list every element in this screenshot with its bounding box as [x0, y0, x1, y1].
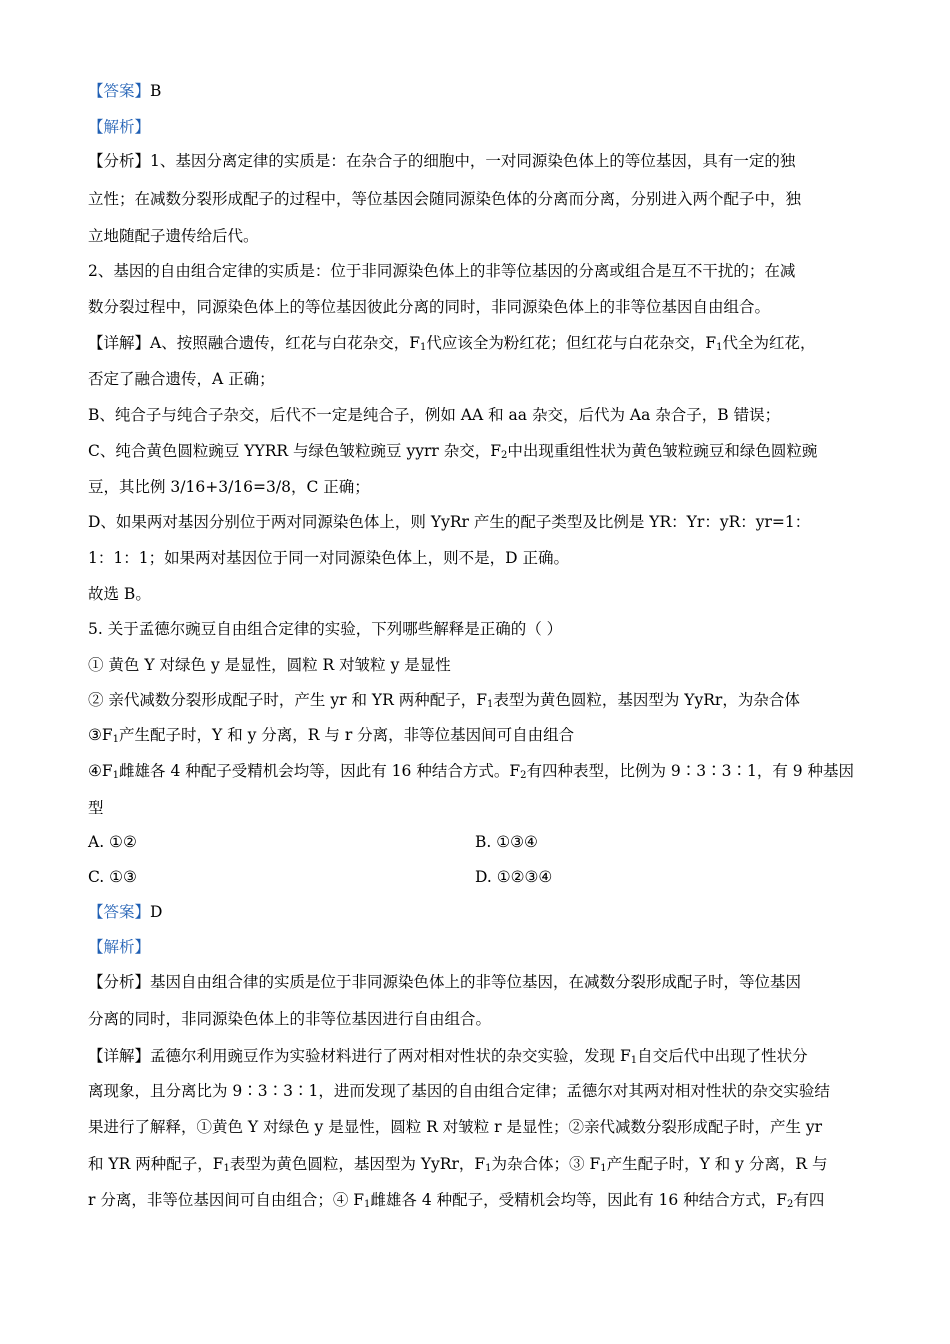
text: ④F: [88, 762, 113, 780]
paragraph-line: 1：1：1；如果两对基因位于同一对同源染色体上，则不是，D 正确。: [88, 549, 569, 567]
paragraph-line: 立性；在减数分裂形成配子的过程中，等位基因会随同源染色体的分离而分离，分别进入两个配子中，独: [88, 190, 802, 208]
analysis-tag: 【解析】: [88, 118, 151, 136]
text: 1、基因分离定律的实质是：在杂合子的细胞中，一对同源染色体上的等位基因，具有一定的独: [150, 152, 796, 170]
subscript: 1: [716, 342, 723, 353]
conclusion-line: 故选 B。: [88, 585, 151, 603]
subscript: 1: [223, 1163, 230, 1174]
paragraph-line: [88, 150, 795, 172]
statement-3: [88, 724, 574, 746]
subscript: 1: [486, 699, 494, 710]
paragraph-line: 2、基因的自由组合定律的实质是：位于非同源染色体上的非等位基因的分离或组合是互不干扰的；在减: [88, 262, 796, 280]
text: 表型为黄色圆粒，基因型为 YyRr，为杂合体: [493, 691, 800, 709]
paragraph-line: 果进行了解释，①黄色 Y 对绿色 y 是显性，圆粒 R 对皱粒 r 是显性；②亲代减数分裂形成配子时，产生 yr: [88, 1118, 823, 1136]
text: A、按照融合遗传，红花与白花杂交，F: [150, 334, 420, 352]
text: ③F: [88, 726, 113, 744]
answer-line-1: [88, 80, 161, 102]
text: 自交后代中出现了性状分: [637, 1047, 808, 1065]
text: 表型为黄色圆粒，基因型为 YyRr，F: [229, 1155, 486, 1173]
subscript: 1: [112, 734, 120, 745]
answer-value: D: [150, 903, 163, 921]
subscript: 1: [112, 770, 120, 781]
paragraph-line: 立地随配子遗传给后代。: [88, 227, 259, 245]
text: 有四: [793, 1191, 825, 1209]
text: r 分离，非等位基因间可自由组合；④ F: [88, 1191, 365, 1209]
paragraph-line: [88, 332, 816, 354]
subscript: 1: [600, 1163, 607, 1174]
text: 雌雄各 4 种配子受精机会均等，因此有 16 种结合方式。F: [119, 762, 521, 780]
subscript: 2: [500, 450, 508, 461]
paragraph-line: [88, 1045, 808, 1067]
text: C、纯合黄色圆粒豌豆 YYRR 与绿色皱粒豌豆 yyrr 杂交，F: [88, 442, 501, 460]
subscript: 1: [485, 1163, 492, 1174]
option-b: B. ①③④: [475, 833, 538, 851]
text: 基因自由组合律的实质是位于非同源染色体上的非等位基因，在减数分裂形成配子时，等位基因: [150, 973, 802, 991]
statement-4: [88, 760, 854, 782]
subscript: 2: [520, 770, 527, 781]
text: 代应该全为粉红花；但红花与白花杂交，F: [426, 334, 717, 352]
fenxi-tag: 【分析】: [88, 973, 151, 991]
subscript: 2: [786, 1199, 794, 1210]
analysis-heading-1: [88, 116, 150, 138]
subscript: 1: [364, 1199, 371, 1210]
text: 为杂合体；③ F: [491, 1155, 601, 1173]
paragraph-line: 否定了融合遗传，A 正确；: [88, 370, 275, 388]
paragraph-line: 离现象，且分离比为 9∶3∶3∶1，进而发现了基因的自由组合定律；孟德尔对其两对相对性状的杂交实验结: [88, 1082, 830, 1100]
paragraph-line: 数分裂过程中，同源染色体上的等位基因彼此分离的同时，非同源染色体上的非等位基因自由组合。: [88, 298, 771, 316]
answer-tag: 【答案】: [88, 903, 151, 921]
text: 雌雄各 4 种配子，受精机会均等，因此有 16 种结合方式，F: [370, 1191, 787, 1209]
text: 孟德尔利用豌豆作为实验材料进行了两对相对性状的杂交实验，发现 F: [150, 1047, 631, 1065]
answer-value: B: [150, 82, 162, 100]
xiangjie-tag: 【详解】: [88, 334, 151, 352]
question-stem: 5. 关于孟德尔豌豆自由组合定律的实验，下列哪些解释是正确的（ ）: [88, 620, 563, 638]
paragraph-line: 豆，其比例 3/16+3/16=3/8，C 正确；: [88, 478, 370, 496]
text: 中出现重组性状为黄色皱粒豌豆和绿色圆粒豌: [507, 442, 818, 460]
statement-2: [88, 689, 800, 711]
option-d: D. ①②③④: [475, 868, 553, 886]
paragraph-line: [88, 971, 801, 993]
statement-1: ① 黄色 Y 对绿色 y 是显性，圆粒 R 对皱粒 y 是显性: [88, 656, 451, 674]
subscript: 1: [419, 342, 427, 353]
paragraph-line: D、如果两对基因分别位于两对同源染色体上，则 YyRr 产生的配子类型及比例是 YR：Yr：yR：yr=1：: [88, 513, 811, 531]
analysis-heading-2: [88, 936, 150, 958]
text: 产生配子时，Y 和 y 分离，R 与: [606, 1155, 828, 1173]
paragraph-line: B、纯合子与纯合子杂交，后代不一定是纯合子，例如 AA 和 aa 杂交，后代为 Aa 杂合子，B 错误；: [88, 406, 781, 424]
xiangjie-tag: 【详解】: [88, 1047, 151, 1065]
text: 和 YR 两种配子，F: [88, 1155, 224, 1173]
text: 有四种表型，比例为 9∶3∶3∶1，有 9 种基因: [526, 762, 855, 780]
text: 产生配子时，Y 和 y 分离，R 与 r 分离，非等位基因间可自由组合: [119, 726, 575, 744]
paragraph-line: [88, 1189, 824, 1211]
text: ② 亲代减数分裂形成配子时，产生 yr 和 YR 两种配子，F: [88, 691, 487, 709]
paragraph-line: [88, 1153, 827, 1175]
option-c: C. ①③: [88, 868, 137, 886]
paragraph-line: [88, 440, 817, 462]
fenxi-tag: 【分析】: [88, 152, 151, 170]
subscript: 1: [630, 1055, 638, 1066]
analysis-tag: 【解析】: [88, 938, 151, 956]
answer-tag: 【答案】: [88, 82, 151, 100]
option-a: A. ①②: [88, 833, 137, 851]
statement-4-cont: 型: [88, 799, 104, 817]
paragraph-line: 分离的同时，非同源染色体上的非等位基因进行自由组合。: [88, 1010, 492, 1028]
text: 代全为红花，: [722, 334, 816, 352]
answer-line-2: [88, 901, 162, 923]
